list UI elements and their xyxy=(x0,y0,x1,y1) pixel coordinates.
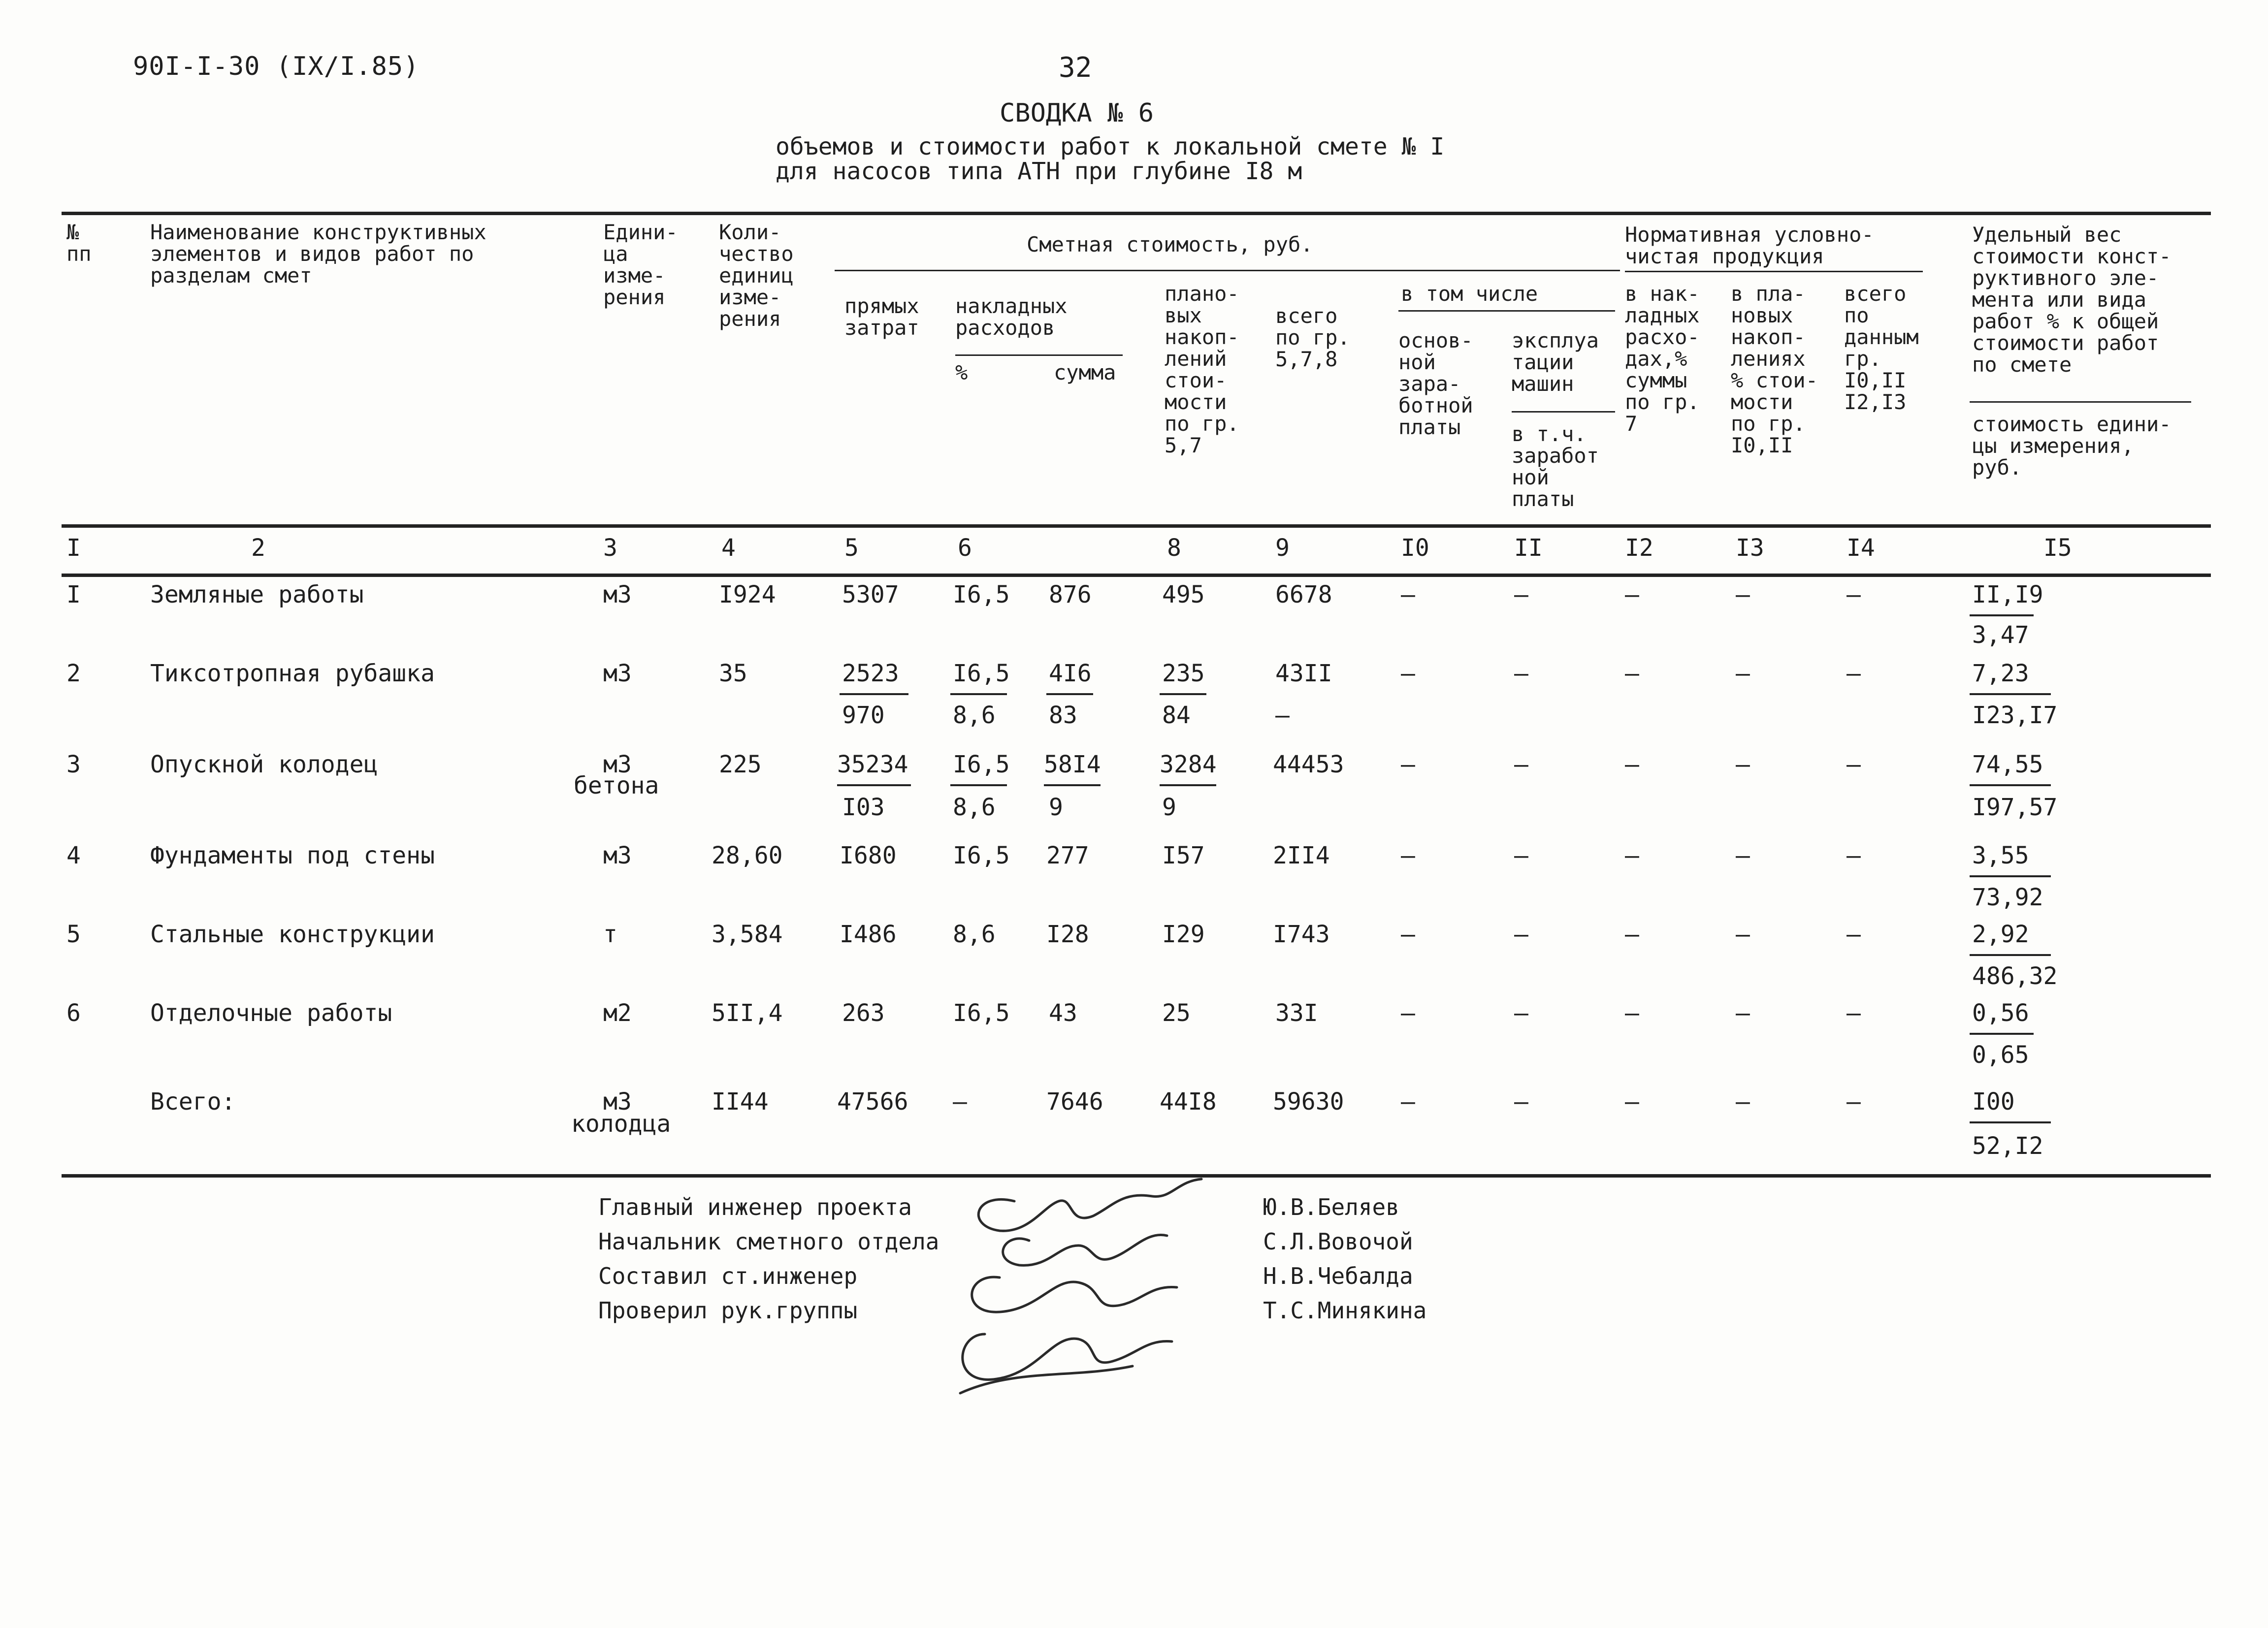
norm-overhead: – xyxy=(1625,660,1639,687)
wages: – xyxy=(1401,921,1415,948)
fraction-line xyxy=(950,693,1007,695)
quantity: 5II,4 xyxy=(712,999,783,1027)
machines: – xyxy=(1514,999,1528,1027)
fraction-line xyxy=(1970,1033,2034,1035)
wages: – xyxy=(1401,581,1415,608)
unit-note: бетона xyxy=(574,772,659,799)
table-top-rule xyxy=(62,212,2211,215)
unit: м2 xyxy=(603,999,632,1027)
col-number: I4 xyxy=(1847,534,1875,562)
machines: – xyxy=(1514,751,1528,778)
col-header-norm-total: всего по данным гр. I0,II I2,I3 xyxy=(1844,282,1919,414)
col-header-overhead: накладных расходов xyxy=(955,294,1068,340)
norm-planned: – xyxy=(1736,842,1750,869)
signature-name: Ю.В.Беляев xyxy=(1263,1194,1399,1220)
norm-total: – xyxy=(1847,842,1861,869)
signature-role: Составил ст.инженер xyxy=(598,1263,858,1289)
total-cost: 59630 xyxy=(1273,1088,1344,1116)
col-number: I5 xyxy=(2043,534,2072,562)
col-header-unit: Едини- ца изме- рения xyxy=(603,220,678,309)
fraction-line xyxy=(1160,784,1216,786)
unit: м3 xyxy=(603,1088,632,1116)
quantity: 225 xyxy=(719,751,762,778)
overhead-sum-sub: 83 xyxy=(1049,702,1077,729)
unit-cost: 0,65 xyxy=(1972,1041,2029,1069)
overhead-pct: 8,6 xyxy=(953,921,996,948)
col-header-norm-planned: в пла- новых накоп- лениях % стои- мости по гр. I0,II xyxy=(1731,282,1818,457)
machines: – xyxy=(1514,581,1528,608)
norm-overhead: – xyxy=(1625,581,1639,608)
col-number: 8 xyxy=(1167,534,1181,562)
unit: м3 xyxy=(603,660,632,687)
fraction-line xyxy=(1970,784,2051,786)
direct-cost: 35234 xyxy=(837,751,908,778)
work-name: Земляные работы xyxy=(150,581,364,608)
col-number: II xyxy=(1514,534,1543,562)
machine-rule xyxy=(1512,411,1615,413)
row-number: 3 xyxy=(66,751,81,778)
handwritten-signatures xyxy=(945,1172,1251,1403)
norm-planned: – xyxy=(1736,660,1750,687)
share-pct: 74,55 xyxy=(1972,751,2043,778)
row-number: 2 xyxy=(66,660,81,687)
norm-planned: – xyxy=(1736,581,1750,608)
norm-total: – xyxy=(1847,921,1861,948)
overhead-pct-sub: 8,6 xyxy=(953,794,996,821)
planned-savings: I29 xyxy=(1162,921,1205,948)
direct-cost: 5307 xyxy=(842,581,899,608)
overhead-pct: I6,5 xyxy=(953,660,1010,687)
direct-cost-sub: 970 xyxy=(842,702,885,729)
norm-planned: – xyxy=(1736,751,1750,778)
norm-planned: – xyxy=(1736,999,1750,1027)
total-cost: 2II4 xyxy=(1273,842,1330,869)
unit-cost: I23,I7 xyxy=(1972,702,2058,729)
planned-savings-sub: 9 xyxy=(1162,794,1176,821)
fraction-line xyxy=(1970,614,2034,616)
quantity: I924 xyxy=(719,581,776,608)
col-header-direct: прямых затрат xyxy=(844,294,919,340)
col-header-share: Удельный вес стоимости конст- руктивного эле- мента или вида работ % к общей стоимости работ по смете xyxy=(1972,223,2171,377)
overhead-sum: 43 xyxy=(1049,999,1077,1027)
norm-overhead: – xyxy=(1625,1088,1639,1116)
overhead-sum: 58I4 xyxy=(1044,751,1101,778)
overhead-sum: 277 xyxy=(1046,842,1089,869)
norm-overhead: – xyxy=(1625,842,1639,869)
share-pct: I00 xyxy=(1972,1088,2015,1116)
overhead-sum: 4I6 xyxy=(1049,660,1092,687)
fraction-line xyxy=(1970,954,2051,956)
norm-total: – xyxy=(1847,1088,1861,1116)
wages: – xyxy=(1401,660,1415,687)
unit-cost: 73,92 xyxy=(1972,884,2043,911)
fraction-line xyxy=(1044,784,1101,786)
row-number: 6 xyxy=(66,999,81,1027)
col-header-incl: в том числе xyxy=(1401,282,1538,306)
col-header-cost-group: Сметная стоимость, руб. xyxy=(1027,232,1313,256)
unit: м3 xyxy=(603,842,632,869)
col-number: I3 xyxy=(1736,534,1764,562)
planned-savings: 44I8 xyxy=(1160,1088,1217,1116)
machines: – xyxy=(1514,842,1528,869)
col-header-machine-wages: в т.ч. заработ ной платы xyxy=(1512,422,1599,511)
work-name: Отделочные работы xyxy=(150,999,392,1027)
direct-cost: I680 xyxy=(840,842,897,869)
wages: – xyxy=(1401,1088,1415,1116)
fraction-line xyxy=(837,784,911,786)
fraction-line xyxy=(1046,693,1093,695)
norm-total: – xyxy=(1847,751,1861,778)
norm-total: – xyxy=(1847,660,1861,687)
col-header-unit-cost: стоимость едини- цы измерения, руб. xyxy=(1972,412,2171,479)
signature-name: Н.В.Чебалда xyxy=(1263,1263,1413,1289)
col-header-norm-group: Нормативная условно- чистая продукция xyxy=(1625,223,1874,268)
col-number: 2 xyxy=(251,534,265,562)
total-cost: 43II xyxy=(1275,660,1332,687)
machines: – xyxy=(1514,921,1528,948)
row-number: I xyxy=(66,581,81,608)
col-number: 9 xyxy=(1275,534,1290,562)
signature-role: Начальник сметного отдела xyxy=(598,1228,940,1255)
unit-cost: 486,32 xyxy=(1972,962,2058,990)
col-number: 6 xyxy=(958,534,972,562)
unit: т xyxy=(603,921,617,948)
fraction-line xyxy=(1970,693,2051,695)
fraction-line xyxy=(1970,875,2051,877)
wages: – xyxy=(1401,842,1415,869)
col-header-machines: эксплуа тации машин xyxy=(1512,328,1599,396)
incl-rule xyxy=(1398,310,1615,312)
overhead-sum-sub: 9 xyxy=(1049,794,1063,821)
share-pct: 3,55 xyxy=(1972,842,2029,869)
quantity: 3,584 xyxy=(712,921,783,948)
quantity: 35 xyxy=(719,660,747,687)
direct-cost: 263 xyxy=(842,999,885,1027)
norm-overhead: – xyxy=(1625,999,1639,1027)
col-number: 4 xyxy=(721,534,736,562)
norm-group-rule xyxy=(1625,271,1923,272)
share-pct: II,I9 xyxy=(1972,581,2043,608)
overhead-pct: I6,5 xyxy=(953,999,1010,1027)
total-cost: 33I xyxy=(1275,999,1318,1027)
col-header-quantity: Коли- чество единиц изме- рения xyxy=(719,220,794,331)
header-bottom-rule xyxy=(62,524,2211,528)
norm-total: – xyxy=(1847,999,1861,1027)
norm-planned: – xyxy=(1736,921,1750,948)
col-number: I xyxy=(66,534,81,562)
total-cost-sub: – xyxy=(1275,702,1290,729)
planned-savings: 25 xyxy=(1162,999,1191,1027)
col-header-name: Наименование конструктивных элементов и видов работ по разделам смет xyxy=(150,220,486,287)
overhead-sum: I28 xyxy=(1046,921,1089,948)
wages: – xyxy=(1401,751,1415,778)
col-number: 3 xyxy=(603,534,617,562)
unit: м3 xyxy=(603,751,632,778)
unit-cost: 3,47 xyxy=(1972,621,2029,649)
direct-cost: 2523 xyxy=(842,660,899,687)
norm-planned: – xyxy=(1736,1088,1750,1116)
planned-savings-sub: 84 xyxy=(1162,702,1191,729)
machines: – xyxy=(1514,660,1528,687)
col-header-number: № пп xyxy=(66,220,92,266)
wages: – xyxy=(1401,999,1415,1027)
signature-name: С.Л.Вовочой xyxy=(1263,1228,1413,1255)
signature-name: Т.С.Минякина xyxy=(1263,1297,1427,1324)
direct-cost: I486 xyxy=(840,921,897,948)
work-name: Фундаменты под стены xyxy=(150,842,435,869)
page-number: 32 xyxy=(1059,52,1092,84)
share-pct: 7,23 xyxy=(1972,660,2029,687)
quantity: II44 xyxy=(712,1088,769,1116)
share-rule xyxy=(1970,401,2191,403)
overhead-pct-sub: 8,6 xyxy=(953,702,996,729)
overhead-rule xyxy=(955,354,1123,356)
signature-role: Главный инженер проекта xyxy=(598,1194,912,1220)
direct-cost-sub: I03 xyxy=(842,794,885,821)
subtitle-line-1: объемов и стоимости работ к локальной смете № I xyxy=(776,133,1445,160)
overhead-pct: – xyxy=(953,1088,967,1116)
quantity: 28,60 xyxy=(712,842,783,869)
planned-savings: 495 xyxy=(1162,581,1205,608)
cost-group-rule xyxy=(835,270,1620,271)
overhead-pct: I6,5 xyxy=(953,581,1010,608)
planned-savings: 235 xyxy=(1162,660,1205,687)
fraction-line xyxy=(1160,693,1206,695)
share-pct: 2,92 xyxy=(1972,921,2029,948)
unit-cost: 52,I2 xyxy=(1972,1132,2043,1160)
col-number: 5 xyxy=(844,534,859,562)
unit-cost: I97,57 xyxy=(1972,794,2058,821)
col-header-total: всего по гр. 5,7,8 xyxy=(1275,304,1350,371)
planned-savings: 3284 xyxy=(1160,751,1217,778)
overhead-sum: 7646 xyxy=(1046,1088,1103,1116)
colnum-bottom-rule xyxy=(62,574,2211,577)
col-number: I0 xyxy=(1401,534,1429,562)
unit: м3 xyxy=(603,581,632,608)
norm-overhead: – xyxy=(1625,751,1639,778)
col-header-overhead-sum: сумма xyxy=(1054,360,1116,384)
overhead-sum: 876 xyxy=(1049,581,1092,608)
col-header-wages: основ- ной зара- ботной платы xyxy=(1398,328,1473,439)
fraction-line xyxy=(950,784,1007,786)
signature-role: Проверил рук.группы xyxy=(598,1297,858,1324)
fraction-line xyxy=(1970,1121,2051,1123)
document-code: 90I-I-30 (IX/I.85) xyxy=(133,52,420,81)
page-title: СВОДКА № 6 xyxy=(1000,98,1154,128)
subtitle-line-2: для насосов типа АТН при глубине I8 м xyxy=(776,158,1302,185)
work-name: Опускной колодец xyxy=(150,751,378,778)
col-header-planned: плано- вых накоп- лений стои- мости по гр. 5,7 xyxy=(1165,282,1239,457)
col-header-overhead-pct: % xyxy=(955,360,968,384)
total-cost: I743 xyxy=(1273,921,1330,948)
fraction-line xyxy=(840,693,908,695)
total-cost: 6678 xyxy=(1275,581,1332,608)
row-number: 4 xyxy=(66,842,81,869)
work-name: Всего: xyxy=(150,1088,236,1116)
share-pct: 0,56 xyxy=(1972,999,2029,1027)
row-number: 5 xyxy=(66,921,81,948)
norm-total: – xyxy=(1847,581,1861,608)
work-name: Стальные конструкции xyxy=(150,921,435,948)
work-name: Тиксотропная рубашка xyxy=(150,660,435,687)
planned-savings: I57 xyxy=(1162,842,1205,869)
norm-overhead: – xyxy=(1625,921,1639,948)
unit-note: колодца xyxy=(571,1110,671,1138)
machines: – xyxy=(1514,1088,1528,1116)
direct-cost: 47566 xyxy=(837,1088,908,1116)
total-cost: 44453 xyxy=(1273,751,1344,778)
overhead-pct: I6,5 xyxy=(953,842,1010,869)
col-number: I2 xyxy=(1625,534,1653,562)
col-header-norm-overhead: в нак- ладных расхо- дах,% суммы по гр. 7 xyxy=(1625,282,1700,436)
overhead-pct: I6,5 xyxy=(953,751,1010,778)
